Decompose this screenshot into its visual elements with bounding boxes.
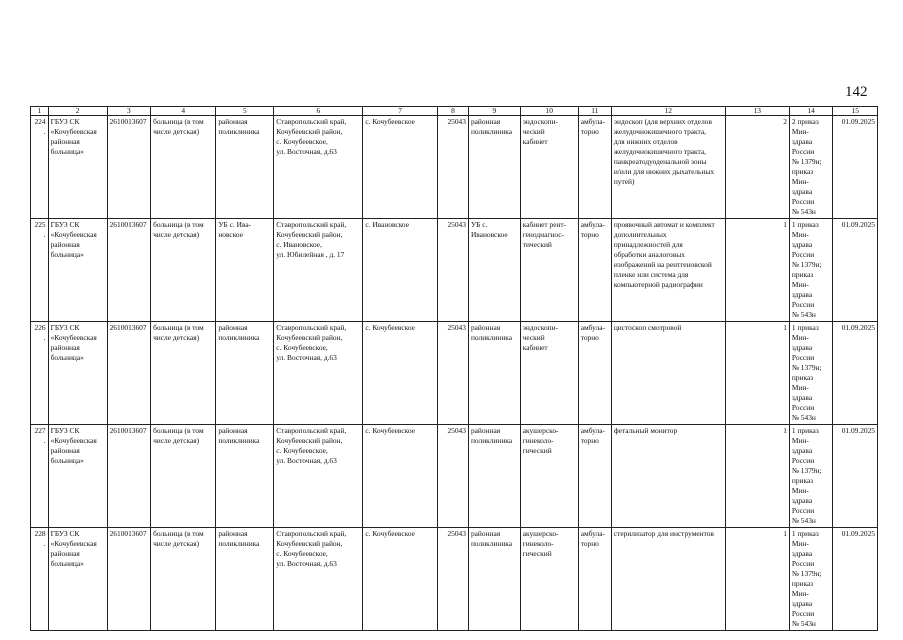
- inn-code: 2610013607: [107, 425, 150, 528]
- organization-name: ГБУЗ СК «Кочубеевская районная больница»: [48, 425, 107, 528]
- header-cell: 4: [151, 107, 216, 116]
- cabinet: эндоскопи- ческий кабинет: [520, 322, 578, 425]
- division: районная поликлиника: [468, 425, 520, 528]
- due-date: 01.09.2025: [833, 219, 878, 322]
- due-date: 01.09.2025: [833, 116, 878, 219]
- equipment-name: фетальный монитор: [611, 425, 725, 528]
- structural-unit: районная поликлиника: [216, 528, 274, 631]
- structural-unit: районная поликлиника: [216, 322, 274, 425]
- basis-col14: [789, 425, 832, 528]
- structural-unit: УБ с. Ива- новское: [216, 219, 274, 322]
- quantity-col14: 1: [791, 426, 796, 435]
- organization-name: ГБУЗ СК «Кочубеевская районная больница»: [48, 219, 107, 322]
- inn-code: 2610013607: [107, 322, 150, 425]
- equipment-table: [30, 106, 878, 631]
- header-cell: 10: [520, 107, 578, 116]
- quantity-col13: 1: [725, 425, 789, 528]
- due-date: 01.09.2025: [833, 425, 878, 528]
- header-cell: 11: [578, 107, 611, 116]
- header-cell: 3: [107, 107, 150, 116]
- table-row: [31, 116, 878, 219]
- settlement: с. Кочубеевское: [363, 116, 438, 219]
- inn-code: 2610013607: [107, 528, 150, 631]
- basis-col14: [789, 528, 832, 631]
- table-row: [31, 322, 878, 425]
- due-date: 01.09.2025: [833, 528, 878, 631]
- address: Ставропольский край, Кочубеевский район, с. Кочубеевское, ул. Восточная, д.63: [274, 425, 363, 528]
- organization-type: больница (в том числе детская): [151, 219, 216, 322]
- quantity-col13: 1: [725, 322, 789, 425]
- table-row: [31, 219, 878, 322]
- header-row: [31, 107, 878, 116]
- cabinet: акушерско- гинеколо- гический: [520, 528, 578, 631]
- care-condition: амбула- торно: [578, 425, 611, 528]
- structural-unit: районная поликлиника: [216, 425, 274, 528]
- due-date: 01.09.2025: [833, 322, 878, 425]
- table-row: [31, 425, 878, 528]
- legal-basis: приказ Мин- здрава России № 1379н; приказ Мин- здрава России № 543н: [791, 220, 822, 319]
- organization-type: больница (в том числе детская): [151, 425, 216, 528]
- division: районная поликлиника: [468, 116, 520, 219]
- care-condition: амбула- торно: [578, 322, 611, 425]
- legal-basis: приказ Мин- здрава России № 1379н; приказ Мин- здрава России № 543н: [791, 529, 822, 628]
- basis-col14: [789, 219, 832, 322]
- header-cell: 1: [31, 107, 49, 116]
- header-cell: 5: [216, 107, 274, 116]
- address: Ставропольский край, Кочубеевский район, с. Кочубеевское, ул. Восточная, д.63: [274, 528, 363, 631]
- organization-type: больница (в том числе детская): [151, 322, 216, 425]
- quantity-col13: 1: [725, 528, 789, 631]
- settlement: с. Кочубеевское: [363, 528, 438, 631]
- organization-name: ГБУЗ СК «Кочубеевская районная больница»: [48, 528, 107, 631]
- quantity-col14: 1: [791, 220, 796, 229]
- equipment-name: проявочный автомат и комплект дополнительных принадлежностей для обработки аналоговых изображений на рентгеновской пленке или система для компьютерной радиографии: [611, 219, 725, 322]
- cabinet: кабинет рент- генодиагнос- тический: [520, 219, 578, 322]
- table-row: [31, 528, 878, 631]
- header-cell: 8: [437, 107, 468, 116]
- equipment-name: эндоскоп (для верхних отделов желудочнокишечного тракта, для нижних отделов желудочнокишечного тракта, панкреатодуоденальной зоны и/или для нижних дыхательных путей): [611, 116, 725, 219]
- inn-code: 2610013607: [107, 219, 150, 322]
- header-cell: 9: [468, 107, 520, 116]
- row-number: 228.: [31, 528, 49, 631]
- division: УБ с. Ивановское: [468, 219, 520, 322]
- equipment-name: стерилизатор для инструментов: [611, 528, 725, 631]
- cabinet: эндоскопи- ческий кабинет: [520, 116, 578, 219]
- header-cell: 12: [611, 107, 725, 116]
- equipment-name: цистоскоп смотровой: [611, 322, 725, 425]
- legal-basis: приказ Мин- здрава России № 1379н; приказ Мин- здрава России № 543н: [791, 117, 822, 216]
- settlement: с. Ивановское: [363, 219, 438, 322]
- oktmo-code: 25043: [437, 425, 468, 528]
- division: районная поликлиника: [468, 528, 520, 631]
- cabinet: акушерско- гинеколо- гический: [520, 425, 578, 528]
- basis-col14: [789, 116, 832, 219]
- address: Ставропольский край, Кочубеевский район, с. Ивановское, ул. Юбилейная , д. 17: [274, 219, 363, 322]
- quantity-col13: 2: [725, 116, 789, 219]
- care-condition: амбула- торно: [578, 116, 611, 219]
- header-cell: 15: [833, 107, 878, 116]
- inn-code: 2610013607: [107, 116, 150, 219]
- organization-name: ГБУЗ СК «Кочубеевская районная больница»: [48, 116, 107, 219]
- row-number: 227.: [31, 425, 49, 528]
- quantity-col14: 1: [791, 323, 796, 332]
- basis-col14: [789, 322, 832, 425]
- division: районная поликлиника: [468, 322, 520, 425]
- legal-basis: приказ Мин- здрава России № 1379н; приказ Мин- здрава России № 543н: [791, 323, 822, 422]
- structural-unit: районная поликлиника: [216, 116, 274, 219]
- quantity-col13: 1: [725, 219, 789, 322]
- care-condition: амбула- торно: [578, 528, 611, 631]
- header-cell: 14: [789, 107, 832, 116]
- oktmo-code: 25043: [437, 322, 468, 425]
- row-number: 225.: [31, 219, 49, 322]
- oktmo-code: 25043: [437, 528, 468, 631]
- legal-basis: приказ Мин- здрава России № 1379н; приказ Мин- здрава России № 543н: [791, 426, 822, 525]
- organization-type: больница (в том числе детская): [151, 116, 216, 219]
- address: Ставропольский край, Кочубеевский район, с. Кочубеевское, ул. Восточная, д.63: [274, 322, 363, 425]
- settlement: с. Кочубеевское: [363, 425, 438, 528]
- address: Ставропольский край, Кочубеевский район, с. Кочубеевское, ул. Восточная, д.63: [274, 116, 363, 219]
- care-condition: амбула- торно: [578, 219, 611, 322]
- header-cell: 7: [363, 107, 438, 116]
- quantity-col14: 1: [791, 529, 796, 538]
- organization-type: больница (в том числе детская): [151, 528, 216, 631]
- organization-name: ГБУЗ СК «Кочубеевская районная больница»: [48, 322, 107, 425]
- oktmo-code: 25043: [437, 116, 468, 219]
- row-number: 224.: [31, 116, 49, 219]
- header-cell: 6: [274, 107, 363, 116]
- header-cell: 13: [725, 107, 789, 116]
- row-number: 226.: [31, 322, 49, 425]
- settlement: с. Кочубеевское: [363, 322, 438, 425]
- quantity-col14: 2: [791, 117, 796, 126]
- header-cell: 2: [48, 107, 107, 116]
- oktmo-code: 25043: [437, 219, 468, 322]
- page-number: 142: [845, 84, 868, 100]
